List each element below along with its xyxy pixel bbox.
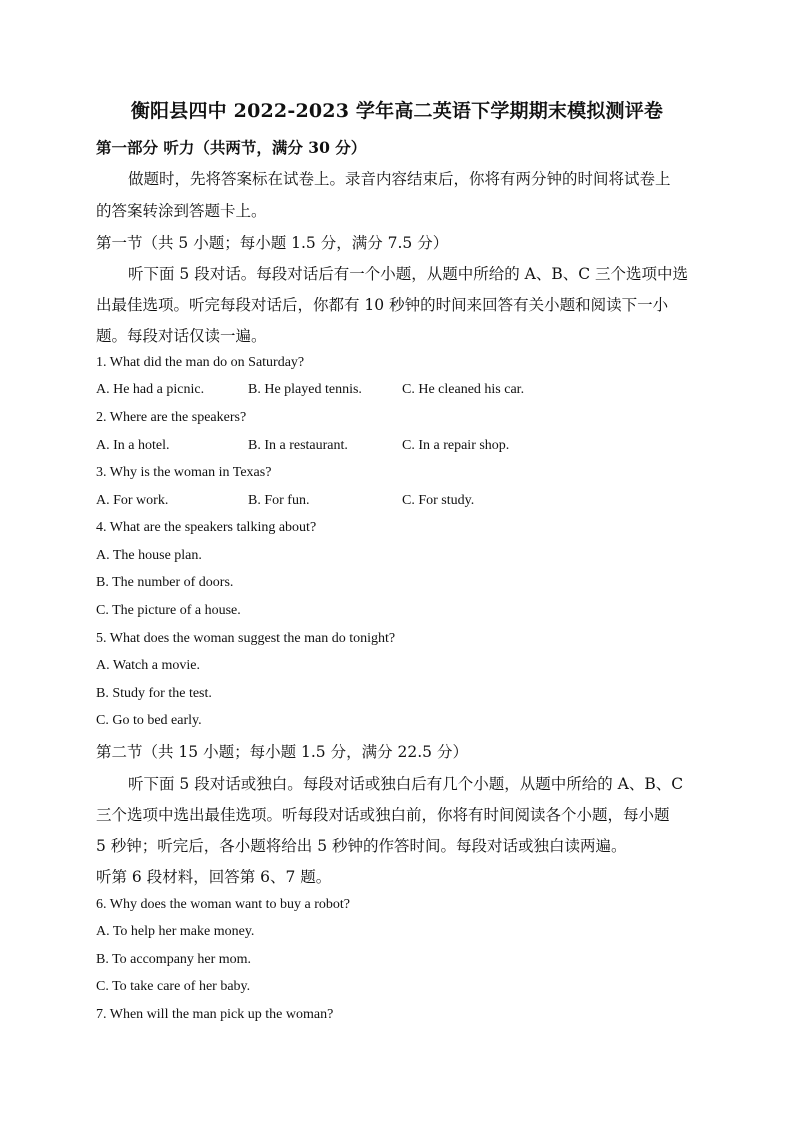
question-3-option-a: A. For work. (96, 493, 169, 508)
section1-heading: 第一节（共 5 小题；每小题 1.5 分，满分 7.5 分） (96, 234, 449, 252)
question-4-option-a: A. The house plan. (96, 548, 202, 563)
question-3-option-b: B. For fun. (248, 493, 310, 508)
part1-instruction-line2: 的答案转涂到答题卡上。 (96, 202, 267, 220)
question-2-stem: 2. Where are the speakers? (96, 410, 247, 425)
material-6-instruction: 听第 6 段材料，回答第 6、7 题。 (96, 868, 332, 886)
page-title: 衡阳县四中 2022-2023 学年高二英语下学期期末模拟测评卷 (130, 100, 664, 122)
section2-instruction-line1: 听下面 5 段对话或独白。每段对话或独白后有几个小题，从题中所给的 A、B、C (128, 775, 684, 793)
question-5-option-a: A. Watch a movie. (96, 658, 200, 673)
question-6-stem: 6. Why does the woman want to buy a robot? (96, 897, 351, 912)
question-6-option-c: C. To take care of her baby. (96, 979, 251, 994)
question-6-option-a: A. To help her make money. (96, 924, 255, 939)
question-4-stem: 4. What are the speakers talking about? (96, 520, 317, 535)
question-4-option-c: C. The picture of a house. (96, 603, 241, 618)
question-2-option-c: C. In a repair shop. (402, 438, 510, 453)
section1-instruction-line2: 出最佳选项。听完每段对话后，你都有 10 秒钟的时间来回答有关小题和阅读下一小 (96, 296, 669, 314)
question-1-stem: 1. What did the man do on Saturday? (96, 355, 305, 370)
part1-heading: 第一部分 听力（共两节，满分 30 分） (96, 138, 367, 157)
section2-heading: 第二节（共 15 小题；每小题 1.5 分，满分 22.5 分） (96, 743, 468, 761)
section2-instruction-line3: 5 秒钟；听完后，各小题将给出 5 秒钟的作答时间。每段对话或独白读两遍。 (96, 837, 627, 855)
question-3-option-c: C. For study. (402, 493, 475, 508)
question-6-option-b: B. To accompany her mom. (96, 952, 252, 967)
question-1-option-c: C. He cleaned his car. (402, 382, 525, 397)
section1-instruction-line3: 题。每段对话仅读一遍。 (96, 327, 267, 345)
question-3-stem: 3. Why is the woman in Texas? (96, 465, 272, 480)
question-2-option-a: A. In a hotel. (96, 438, 170, 453)
section2-instruction-line2: 三个选项中选出最佳选项。听每段对话或独白前，你将有时间阅读各个小题，每小题 (96, 806, 670, 824)
question-5-option-b: B. Study for the test. (96, 686, 212, 701)
question-5-stem: 5. What does the woman suggest the man do tonight? (96, 631, 396, 646)
question-2-option-b: B. In a restaurant. (248, 438, 348, 453)
question-4-option-b: B. The number of doors. (96, 575, 234, 590)
question-5-option-c: C. Go to bed early. (96, 713, 202, 728)
part1-instruction-line1: 做题时，先将答案标在试卷上。录音内容结束后，你将有两分钟的时间将试卷上 (128, 170, 671, 188)
question-1-option-a: A. He had a picnic. (96, 382, 205, 397)
question-1-option-b: B. He played tennis. (248, 382, 362, 397)
question-7-stem: 7. When will the man pick up the woman? (96, 1007, 334, 1022)
section1-instruction-line1: 听下面 5 段对话。每段对话后有一个小题，从题中所给的 A、B、C 三个选项中选 (128, 265, 689, 283)
